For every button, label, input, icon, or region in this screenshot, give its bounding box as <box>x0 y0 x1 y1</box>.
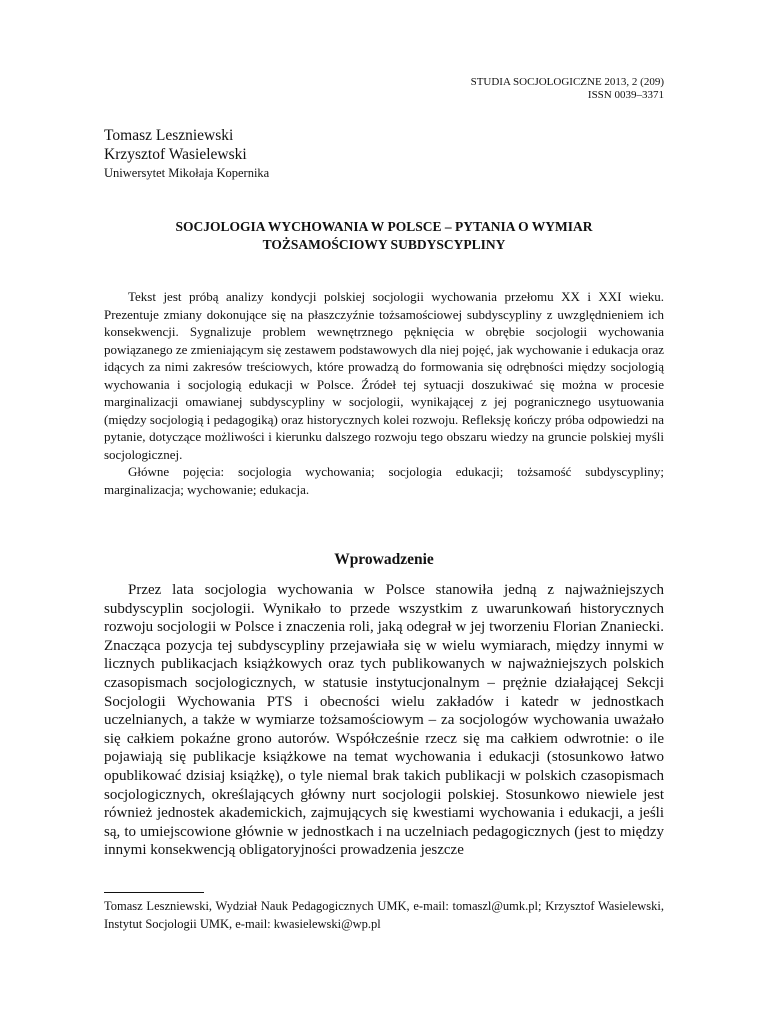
footnote <box>104 898 664 933</box>
keywords: Główne pojęcia: socjologia wychowania; socjologia edukacji; tożsamość subdyscypliny; marginalizacja; wychowanie; edukacja. <box>104 464 664 497</box>
article-title <box>104 218 664 254</box>
journal-header <box>471 76 664 102</box>
title-line: SOCJOLOGIA WYCHOWANIA W POLSCE – PYTANIA O WYMIAR <box>175 219 593 234</box>
abstract-text: Tekst jest próbą analizy kondycji polskiej socjologii wychowania przełomu XX i XXI wieku. Prezentuje zmiany dokonujące się na płaszczyźnie tożsamościowej subdyscypliny z uwzględnieniem ich konsekwencji. Sygnalizuje problem wewnętrznego pęknięcia w obrębie socjologii wychowania powiązanego ze zmieniającym się zestawem podstawowych dla niej pojęć, jak wychowanie i edukacja oraz idących za nimi zakresów treściowych, które prowadzą do formowania się odrębności między socjologią wychowania i socjologią edukacji w Polsce. Źródeł tej sytuacji doszukiwać się można w procesie marginalizacji omawianej subdyscypliny w socjologii, wynikającej z jej pogranicznego usytuowania (między socjologią i pedagogiką) oraz historycznych kolei rozwoju. Refleksję kończy próba odpowiedzi na pytanie, dotyczące możliwości i kierunku dalszego rozwoju tego obszaru wiedzy na gruncie polskiej myśli socjologicznej. <box>104 289 664 462</box>
author-name: Tomasz Leszniewski <box>104 127 234 144</box>
footnote-divider <box>104 892 204 893</box>
affiliation: Uniwersytet Mikołaja Kopernika <box>104 166 270 180</box>
body-text <box>104 581 664 860</box>
section-heading: Wprowadzenie <box>334 551 434 568</box>
author-block <box>104 126 269 183</box>
author-name: Krzysztof Wasielewski <box>104 146 247 163</box>
body-paragraph: Przez lata socjologia wychowania w Polsce stanowiła jedną z najważniejszych subdyscyplin socjologii. Wynikało to przede wszystkim z uwarunkowań historycznych rozwoju socjologii w Polsce i znaczenia roli, jaką odegrał w jej tworzeniu Florian Znaniecki. Znacząca pozycja tej subdyscypliny przejawiała się w wielu wymiarach, między innymi w licznych publikacjach książkowych oraz tych publikowanych w najważniejszych polskich czasopismach socjologicznych, w statusie instytucjonalnym – prężnie działającej Sekcji Socjologii Wychowania PTS i obecności wielu zakładów i katedr w jednostkach uczelnianych, a także w wymiarze tożsamościowym – za socjologów wychowania uważało się całkiem pokaźne grono autorów. Współcześnie rzecz się ma całkiem odwrotnie: o ile pojawiają się publikacje książkowe na temat wychowania i edukacji (stosunkowo łatwo opublikować dzisiaj książkę), o tyle niemal brak takich publikacji w polskich czasopismach socjologicznych, określających główny nurt socjologii polskiej. Stosunkowo niewiele jest również jednostek akademickich, zajmujących się kwestiami wychowania i edukacji, a jeśli są, to umiejscowione głównie w jednostkach i na uczelniach pedagogicznych (jest to między innymi konsekwencją obligatoryjności prowadzenia jeszcze <box>104 582 664 859</box>
title-line: TOŻSAMOŚCIOWY SUBDYSCYPLINY <box>262 237 506 252</box>
abstract <box>104 288 664 498</box>
footnote-text: Tomasz Leszniewski, Wydział Nauk Pedagogicznych UMK, e-mail: tomaszl@umk.pl; Krzysztof Wasielewski, Instytut Socjologii UMK, e-mail: kwasielewski@wp.pl <box>104 899 664 931</box>
journal-title: STUDIA SOCJOLOGICZNE 2013, 2 (209) <box>470 76 664 88</box>
issn: ISSN 0039–3371 <box>587 89 664 101</box>
